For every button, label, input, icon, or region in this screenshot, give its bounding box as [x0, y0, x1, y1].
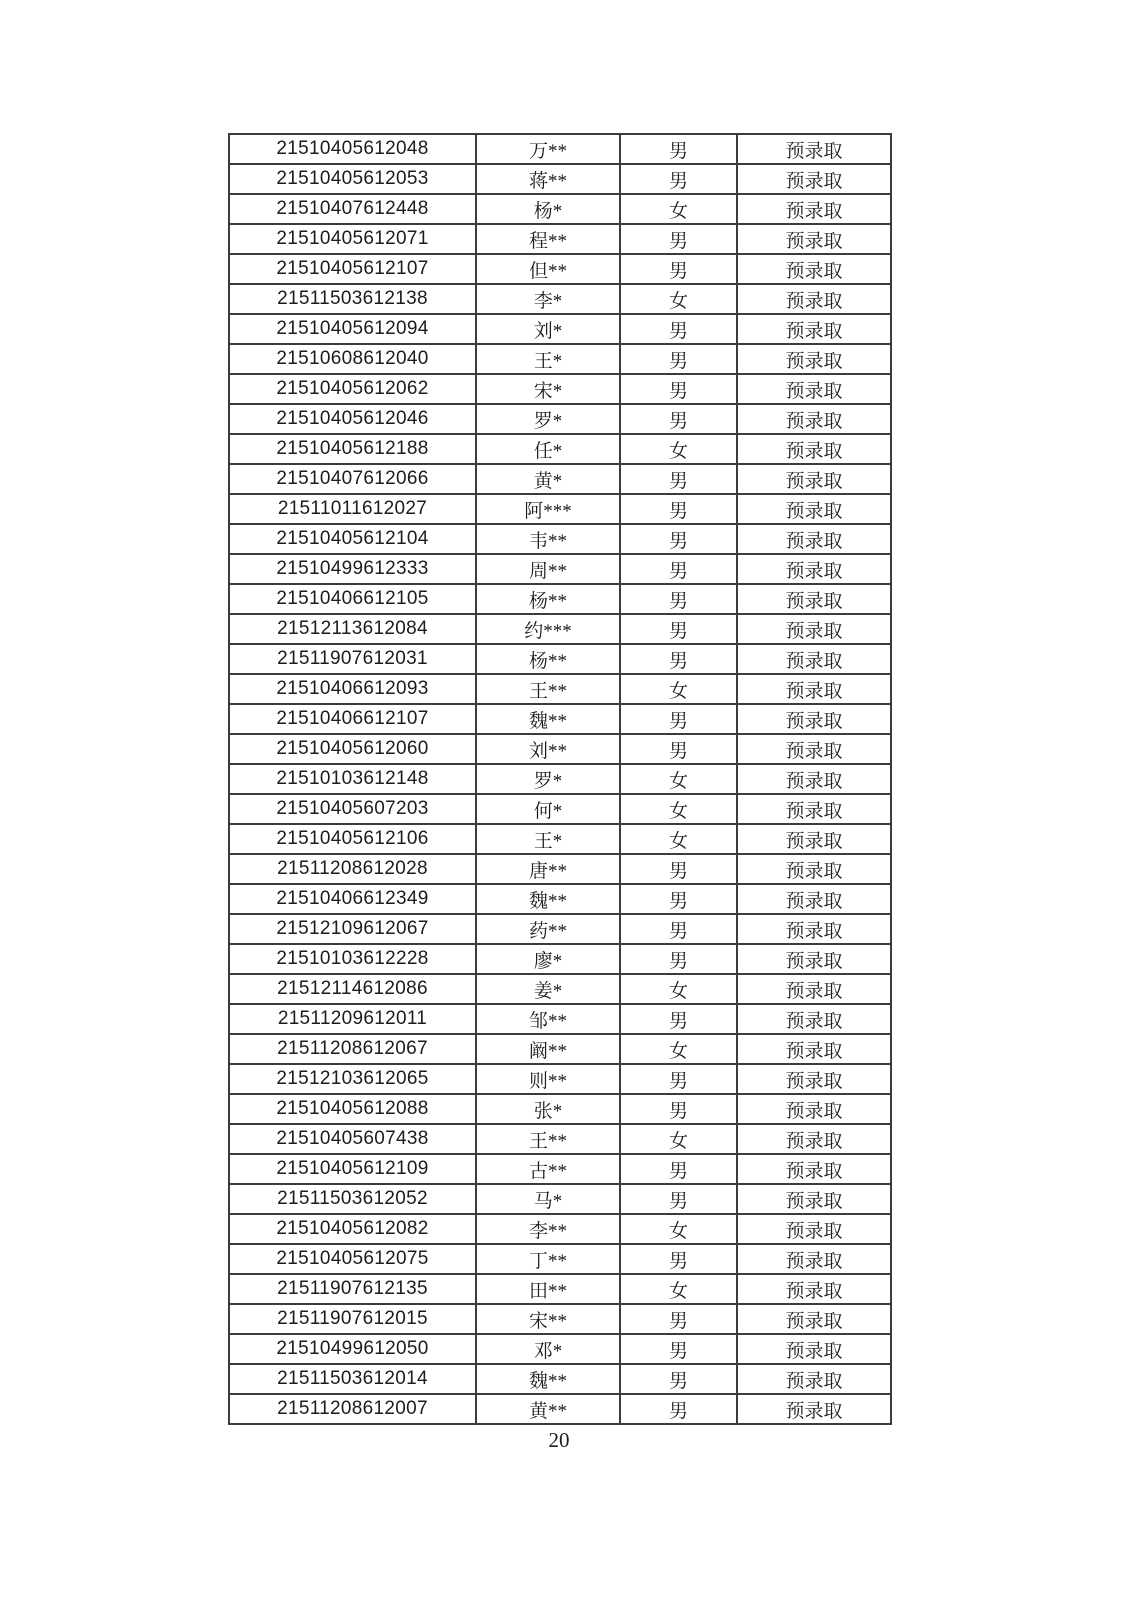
- name-cell: 罗*: [476, 764, 620, 794]
- table-row: [229, 1214, 891, 1244]
- name-cell: 杨**: [476, 584, 620, 614]
- name-cell: 阿***: [476, 494, 620, 524]
- id-cell: 21512113612084: [229, 614, 476, 644]
- gender-cell: 男: [620, 1064, 737, 1094]
- gender-cell: 女: [620, 1214, 737, 1244]
- name-cell: 王*: [476, 344, 620, 374]
- gender-cell: 男: [620, 584, 737, 614]
- gender-cell: 男: [620, 734, 737, 764]
- name-cell: 邓*: [476, 1334, 620, 1364]
- gender-cell: 男: [620, 1184, 737, 1214]
- table-row: [229, 554, 891, 584]
- id-cell: 21510499612333: [229, 554, 476, 584]
- status-cell: 预录取: [737, 1364, 891, 1394]
- name-cell: 李*: [476, 284, 620, 314]
- gender-cell: 女: [620, 1274, 737, 1304]
- status-cell: 预录取: [737, 494, 891, 524]
- status-cell: 预录取: [737, 1334, 891, 1364]
- gender-cell: 男: [620, 494, 737, 524]
- name-cell: 刘**: [476, 734, 620, 764]
- table-row: [229, 644, 891, 674]
- gender-cell: 男: [620, 374, 737, 404]
- gender-cell: 男: [620, 854, 737, 884]
- name-cell: 黄*: [476, 464, 620, 494]
- gender-cell: 男: [620, 1394, 737, 1424]
- id-cell: 21512109612067: [229, 914, 476, 944]
- gender-cell: 女: [620, 194, 737, 224]
- name-cell: 蒋**: [476, 164, 620, 194]
- name-cell: 阚**: [476, 1034, 620, 1064]
- status-cell: 预录取: [737, 824, 891, 854]
- table-row: [229, 134, 891, 164]
- status-cell: 预录取: [737, 464, 891, 494]
- table-row: [229, 404, 891, 434]
- table-row: [229, 524, 891, 554]
- gender-cell: 男: [620, 524, 737, 554]
- status-cell: 预录取: [737, 524, 891, 554]
- gender-cell: 女: [620, 1124, 737, 1154]
- id-cell: 21511503612014: [229, 1364, 476, 1394]
- status-cell: 预录取: [737, 374, 891, 404]
- name-cell: 刘*: [476, 314, 620, 344]
- table-row: [229, 1124, 891, 1154]
- name-cell: 程**: [476, 224, 620, 254]
- table-row: [229, 1334, 891, 1364]
- table-row: [229, 824, 891, 854]
- gender-cell: 男: [620, 1244, 737, 1274]
- gender-cell: 男: [620, 644, 737, 674]
- gender-cell: 女: [620, 794, 737, 824]
- gender-cell: 男: [620, 254, 737, 284]
- name-cell: 魏**: [476, 704, 620, 734]
- status-cell: 预录取: [737, 974, 891, 1004]
- gender-cell: 女: [620, 284, 737, 314]
- gender-cell: 男: [620, 1004, 737, 1034]
- table-row: [229, 734, 891, 764]
- gender-cell: 男: [620, 1334, 737, 1364]
- name-cell: 丁**: [476, 1244, 620, 1274]
- table-row: [229, 434, 891, 464]
- table-row: [229, 944, 891, 974]
- status-cell: 预录取: [737, 314, 891, 344]
- table-row: [229, 1304, 891, 1334]
- gender-cell: 男: [620, 914, 737, 944]
- name-cell: 张*: [476, 1094, 620, 1124]
- name-cell: 周**: [476, 554, 620, 584]
- status-cell: 预录取: [737, 224, 891, 254]
- table-row: [229, 1184, 891, 1214]
- name-cell: 唐**: [476, 854, 620, 884]
- status-cell: 预录取: [737, 434, 891, 464]
- id-cell: 21511208612067: [229, 1034, 476, 1064]
- table-row: [229, 764, 891, 794]
- id-cell: 21510405612104: [229, 524, 476, 554]
- status-cell: 预录取: [737, 254, 891, 284]
- id-cell: 21510405612062: [229, 374, 476, 404]
- table-row: [229, 1094, 891, 1124]
- id-cell: 21510406612105: [229, 584, 476, 614]
- id-cell: 21510405612107: [229, 254, 476, 284]
- gender-cell: 男: [620, 1304, 737, 1334]
- id-cell: 21510406612093: [229, 674, 476, 704]
- name-cell: 邹**: [476, 1004, 620, 1034]
- status-cell: 预录取: [737, 674, 891, 704]
- name-cell: 李**: [476, 1214, 620, 1244]
- status-cell: 预录取: [737, 644, 891, 674]
- status-cell: 预录取: [737, 554, 891, 584]
- status-cell: 预录取: [737, 1274, 891, 1304]
- name-cell: 姜*: [476, 974, 620, 1004]
- status-cell: 预录取: [737, 344, 891, 374]
- name-cell: 王**: [476, 1124, 620, 1154]
- table-row: [229, 1274, 891, 1304]
- name-cell: 罗*: [476, 404, 620, 434]
- id-cell: 21510405612109: [229, 1154, 476, 1184]
- status-cell: 预录取: [737, 1124, 891, 1154]
- id-cell: 21510405612188: [229, 434, 476, 464]
- gender-cell: 女: [620, 434, 737, 464]
- name-cell: 韦**: [476, 524, 620, 554]
- name-cell: 万**: [476, 134, 620, 164]
- gender-cell: 男: [620, 884, 737, 914]
- table-row: [229, 284, 891, 314]
- id-cell: 21512103612065: [229, 1064, 476, 1094]
- id-cell: 21510405612071: [229, 224, 476, 254]
- status-cell: 预录取: [737, 1064, 891, 1094]
- id-cell: 21510407612448: [229, 194, 476, 224]
- status-cell: 预录取: [737, 134, 891, 164]
- id-cell: 21511907612031: [229, 644, 476, 674]
- id-cell: 21510406612107: [229, 704, 476, 734]
- gender-cell: 女: [620, 674, 737, 704]
- table-row: [229, 314, 891, 344]
- id-cell: 21510499612050: [229, 1334, 476, 1364]
- gender-cell: 男: [620, 314, 737, 344]
- status-cell: 预录取: [737, 404, 891, 434]
- status-cell: 预录取: [737, 764, 891, 794]
- name-cell: 王**: [476, 674, 620, 704]
- gender-cell: 男: [620, 134, 737, 164]
- table-row: [229, 854, 891, 884]
- gender-cell: 男: [620, 1154, 737, 1184]
- table-row: [229, 1034, 891, 1064]
- id-cell: 21510608612040: [229, 344, 476, 374]
- status-cell: 预录取: [737, 734, 891, 764]
- table-row: [229, 1004, 891, 1034]
- table-row: [229, 374, 891, 404]
- table-row: [229, 974, 891, 1004]
- id-cell: 21511503612138: [229, 284, 476, 314]
- table-row: [229, 494, 891, 524]
- table-row: [229, 1394, 891, 1424]
- status-cell: 预录取: [737, 584, 891, 614]
- name-cell: 魏**: [476, 884, 620, 914]
- status-cell: 预录取: [737, 704, 891, 734]
- status-cell: 预录取: [737, 884, 891, 914]
- status-cell: 预录取: [737, 614, 891, 644]
- status-cell: 预录取: [737, 164, 891, 194]
- name-cell: 何*: [476, 794, 620, 824]
- id-cell: 21510103612148: [229, 764, 476, 794]
- id-cell: 21510405612094: [229, 314, 476, 344]
- table-row: [229, 194, 891, 224]
- status-cell: 预录取: [737, 1184, 891, 1214]
- id-cell: 21510406612349: [229, 884, 476, 914]
- name-cell: 廖*: [476, 944, 620, 974]
- id-cell: 21511907612015: [229, 1304, 476, 1334]
- table-row: [229, 584, 891, 614]
- id-cell: 21510405607438: [229, 1124, 476, 1154]
- id-cell: 21510405612060: [229, 734, 476, 764]
- status-cell: 预录取: [737, 944, 891, 974]
- name-cell: 药**: [476, 914, 620, 944]
- table-row: [229, 464, 891, 494]
- id-cell: 21510405612075: [229, 1244, 476, 1274]
- table-row: [229, 1364, 891, 1394]
- id-cell: 21510405612082: [229, 1214, 476, 1244]
- gender-cell: 男: [620, 1364, 737, 1394]
- gender-cell: 男: [620, 704, 737, 734]
- admission-table-body: [229, 134, 891, 1424]
- table-row: [229, 674, 891, 704]
- gender-cell: 女: [620, 824, 737, 854]
- gender-cell: 男: [620, 554, 737, 584]
- name-cell: 黄**: [476, 1394, 620, 1424]
- gender-cell: 男: [620, 404, 737, 434]
- id-cell: 21511209612011: [229, 1004, 476, 1034]
- gender-cell: 男: [620, 164, 737, 194]
- status-cell: 预录取: [737, 284, 891, 314]
- name-cell: 杨**: [476, 644, 620, 674]
- table-row: [229, 1154, 891, 1184]
- id-cell: 21511208612007: [229, 1394, 476, 1424]
- id-cell: 21510405612053: [229, 164, 476, 194]
- status-cell: 预录取: [737, 914, 891, 944]
- id-cell: 21510405607203: [229, 794, 476, 824]
- name-cell: 王*: [476, 824, 620, 854]
- id-cell: 21511011612027: [229, 494, 476, 524]
- id-cell: 21510405612048: [229, 134, 476, 164]
- id-cell: 21510405612046: [229, 404, 476, 434]
- page-number: 20: [548, 1428, 570, 1452]
- name-cell: 魏**: [476, 1364, 620, 1394]
- table-row: [229, 164, 891, 194]
- id-cell: 21510405612088: [229, 1094, 476, 1124]
- id-cell: 21511208612028: [229, 854, 476, 884]
- id-cell: 21511503612052: [229, 1184, 476, 1214]
- name-cell: 但**: [476, 254, 620, 284]
- id-cell: 21512114612086: [229, 974, 476, 1004]
- status-cell: 预录取: [737, 794, 891, 824]
- id-cell: 21510407612066: [229, 464, 476, 494]
- name-cell: 田**: [476, 1274, 620, 1304]
- table-row: [229, 1244, 891, 1274]
- gender-cell: 女: [620, 1034, 737, 1064]
- admission-list-table: [228, 133, 892, 1425]
- gender-cell: 男: [620, 224, 737, 254]
- table-row: [229, 254, 891, 284]
- table-row: [229, 344, 891, 374]
- gender-cell: 男: [620, 344, 737, 374]
- name-cell: 杨*: [476, 194, 620, 224]
- name-cell: 约***: [476, 614, 620, 644]
- gender-cell: 男: [620, 614, 737, 644]
- name-cell: 宋*: [476, 374, 620, 404]
- gender-cell: 男: [620, 1094, 737, 1124]
- status-cell: 预录取: [737, 1154, 891, 1184]
- table-row: [229, 914, 891, 944]
- gender-cell: 女: [620, 974, 737, 1004]
- status-cell: 预录取: [737, 1214, 891, 1244]
- status-cell: 预录取: [737, 1004, 891, 1034]
- id-cell: 21510405612106: [229, 824, 476, 854]
- name-cell: 任*: [476, 434, 620, 464]
- table-row: [229, 614, 891, 644]
- status-cell: 预录取: [737, 1304, 891, 1334]
- status-cell: 预录取: [737, 1394, 891, 1424]
- status-cell: 预录取: [737, 1094, 891, 1124]
- table-row: [229, 704, 891, 734]
- status-cell: 预录取: [737, 854, 891, 884]
- name-cell: 古**: [476, 1154, 620, 1184]
- gender-cell: 男: [620, 944, 737, 974]
- status-cell: 预录取: [737, 1034, 891, 1064]
- table-row: [229, 794, 891, 824]
- status-cell: 预录取: [737, 1244, 891, 1274]
- name-cell: 宋**: [476, 1304, 620, 1334]
- name-cell: 马*: [476, 1184, 620, 1214]
- name-cell: 则**: [476, 1064, 620, 1094]
- table-row: [229, 884, 891, 914]
- gender-cell: 男: [620, 464, 737, 494]
- id-cell: 21510103612228: [229, 944, 476, 974]
- table-row: [229, 1064, 891, 1094]
- table-row: [229, 224, 891, 254]
- gender-cell: 女: [620, 764, 737, 794]
- status-cell: 预录取: [737, 194, 891, 224]
- id-cell: 21511907612135: [229, 1274, 476, 1304]
